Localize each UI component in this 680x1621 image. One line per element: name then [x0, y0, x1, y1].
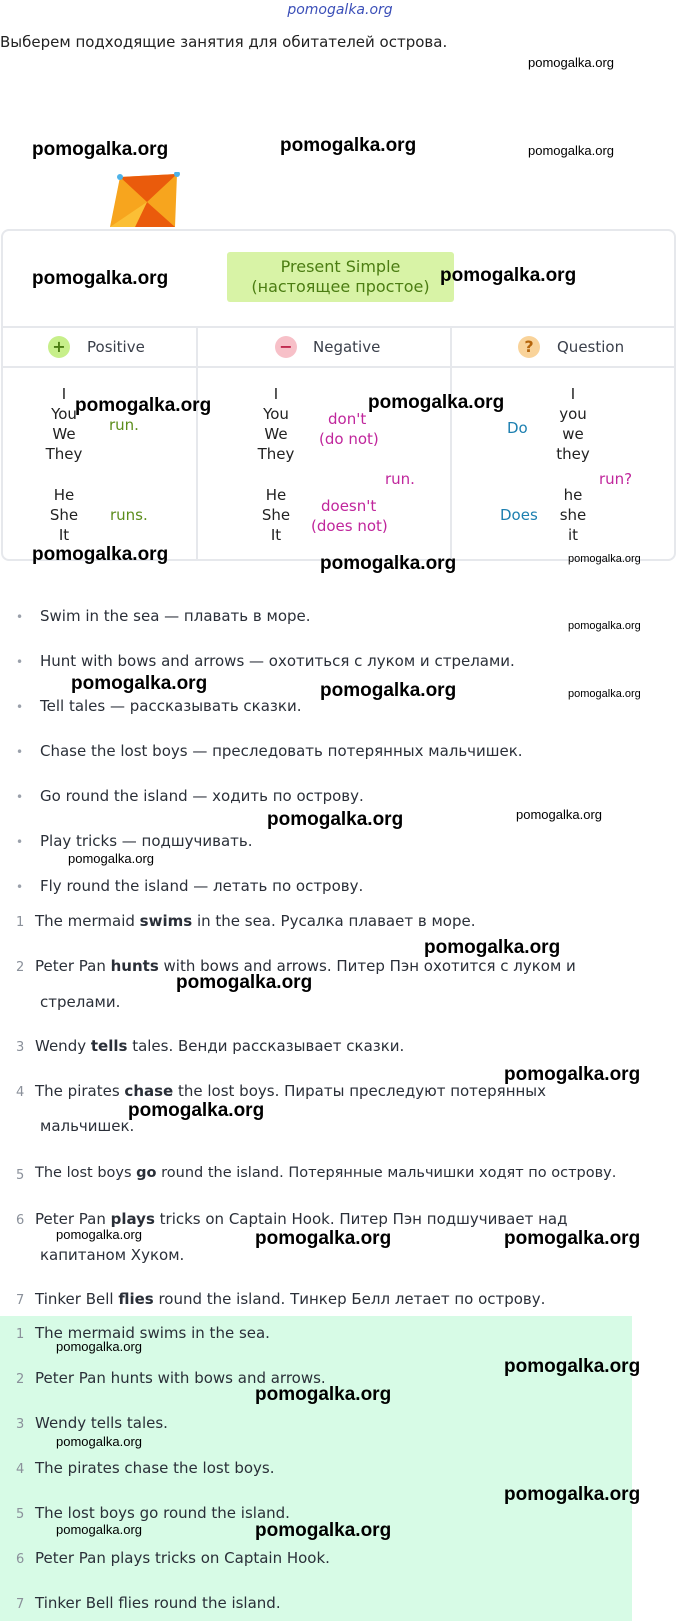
- pronoun: You: [51, 405, 77, 423]
- minus-icon: −: [275, 336, 297, 358]
- watermark: pomogalka.org: [568, 553, 641, 565]
- pronoun: they: [556, 445, 590, 463]
- sentence-verb: flies: [118, 1290, 154, 1308]
- sentence-verb: tells: [90, 1037, 128, 1055]
- item-number: 1: [16, 1327, 25, 1342]
- sentence-verb: plays: [110, 1210, 155, 1228]
- aux-does: Does: [500, 506, 538, 524]
- positive-pronouns-2: [34, 485, 94, 545]
- sentence-text: Peter Pan: [35, 957, 111, 975]
- watermark: pomogalka.org: [504, 1356, 641, 1377]
- watermark: pomogalka.org: [255, 1228, 392, 1249]
- sentence-text: Wendy: [35, 1037, 91, 1055]
- site-logo[interactable]: pomogalka.org: [287, 2, 393, 18]
- bullet-icon: •: [16, 745, 24, 759]
- pronoun: It: [58, 526, 70, 544]
- question-pronouns-1: [543, 384, 603, 464]
- answer-item: Tinker Bell flies round the island.: [35, 1594, 281, 1612]
- pronoun: I: [61, 385, 67, 403]
- table-title-ru: (настоящее простое): [251, 277, 430, 296]
- pronoun: He: [53, 486, 75, 504]
- item-number: 1: [16, 915, 25, 930]
- sentence-item: [35, 1210, 567, 1228]
- watermark: pomogalka.org: [56, 1227, 142, 1242]
- list-item: Play tricks — подшучивать.: [40, 832, 253, 850]
- answer-item: Peter Pan plays tricks on Captain Hook.: [35, 1549, 330, 1567]
- plus-icon: +: [48, 336, 70, 358]
- item-number: 5: [16, 1168, 25, 1183]
- watermark: pomogalka.org: [176, 972, 313, 993]
- watermark: pomogalka.org: [528, 143, 614, 158]
- sentence-text: round the island. Потерянные мальчишки ходят по острову.: [156, 1165, 617, 1181]
- item-number: 2: [16, 1372, 25, 1387]
- divider: [3, 366, 674, 368]
- item-number: 4: [16, 1085, 25, 1100]
- sentence-continuation: мальчишек.: [40, 1117, 135, 1135]
- item-number: 3: [16, 1417, 25, 1432]
- watermark: pomogalka.org: [504, 1228, 641, 1249]
- aux-do-not: (do not): [319, 430, 379, 448]
- watermark: pomogalka.org: [32, 544, 169, 565]
- question-pronouns-2: [543, 485, 603, 545]
- verb-run-question: run?: [599, 470, 633, 488]
- watermark: pomogalka.org: [128, 1100, 265, 1121]
- watermark: pomogalka.org: [32, 139, 169, 160]
- item-number: 7: [16, 1293, 25, 1308]
- column-positive: Positive: [87, 338, 145, 356]
- pronoun: We: [264, 425, 288, 443]
- verb-run: run.: [385, 470, 415, 488]
- sentence-verb: swims: [139, 912, 193, 930]
- aux-dont: don't: [328, 410, 367, 428]
- item-number: 7: [16, 1597, 25, 1612]
- sentence-text: Peter Pan: [35, 1210, 111, 1228]
- sentence-item: [35, 1165, 616, 1181]
- sentence-text: with bows and arrows. Питер Пэн охотится с луком и: [158, 957, 576, 975]
- answer-item: The mermaid swims in the sea.: [35, 1324, 270, 1342]
- pronoun: He: [265, 486, 287, 504]
- sentence-text: The pirates: [35, 1082, 125, 1100]
- watermark: pomogalka.org: [75, 395, 212, 416]
- watermark: pomogalka.org: [424, 937, 561, 958]
- watermark: pomogalka.org: [56, 1522, 142, 1537]
- watermark: pomogalka.org: [516, 807, 602, 822]
- bullet-icon: •: [16, 880, 24, 894]
- watermark: pomogalka.org: [56, 1339, 142, 1354]
- answer-item: Peter Pan hunts with bows and arrows.: [35, 1369, 326, 1387]
- negative-pronouns-2: [246, 485, 306, 545]
- question-icon: ?: [518, 336, 540, 358]
- list-item: Swim in the sea — плавать в море.: [40, 607, 311, 625]
- watermark: pomogalka.org: [504, 1064, 641, 1085]
- watermark: pomogalka.org: [32, 268, 169, 289]
- watermark: pomogalka.org: [440, 265, 577, 286]
- sentence-item: [35, 1082, 546, 1100]
- column-negative: Negative: [313, 338, 381, 356]
- item-number: 6: [16, 1213, 25, 1228]
- pronoun: I: [570, 385, 576, 403]
- sentence-text: tricks on Captain Hook. Питер Пэн подшучивает над: [154, 1210, 568, 1228]
- sentence-text: The lost boys: [35, 1165, 137, 1181]
- aux-doesnt: doesn't: [321, 497, 377, 515]
- watermark: pomogalka.org: [68, 851, 154, 866]
- sentence-text: the lost boys. Пираты преследуют потерянных: [173, 1082, 547, 1100]
- pronoun: I: [273, 385, 279, 403]
- table-title: [227, 252, 454, 302]
- sentence-item: [35, 1290, 545, 1308]
- intro-text: Выберем подходящие занятия для обитателей острова.: [0, 33, 448, 51]
- watermark: pomogalka.org: [320, 680, 457, 701]
- aux-do: Do: [507, 419, 528, 437]
- watermark: pomogalka.org: [504, 1484, 641, 1505]
- bullet-icon: •: [16, 655, 24, 669]
- watermark: pomogalka.org: [320, 553, 457, 574]
- watermark: pomogalka.org: [255, 1520, 392, 1541]
- watermark: pomogalka.org: [568, 620, 641, 632]
- pronoun: she: [559, 506, 587, 524]
- watermark: pomogalka.org: [368, 392, 505, 413]
- list-item: Chase the lost boys — преследовать потерянных мальчишек.: [40, 742, 523, 760]
- sentence-continuation: стрелами.: [40, 993, 121, 1011]
- pronoun: You: [263, 405, 289, 423]
- watermark: pomogalka.org: [56, 1434, 142, 1449]
- sentence-verb: go: [136, 1165, 157, 1181]
- divider: [3, 326, 674, 328]
- sentence-text: in the sea. Русалка плавает в море.: [192, 912, 476, 930]
- pronoun: They: [257, 445, 295, 463]
- answer-item: The pirates chase the lost boys.: [35, 1459, 275, 1477]
- watermark: pomogalka.org: [255, 1384, 392, 1405]
- pronoun: it: [567, 526, 579, 544]
- item-number: 6: [16, 1552, 25, 1567]
- watermark: pomogalka.org: [568, 688, 641, 700]
- pronoun: She: [49, 506, 79, 524]
- watermark: pomogalka.org: [280, 135, 417, 156]
- divider: [196, 327, 198, 559]
- pronoun: he: [563, 486, 583, 504]
- verb-runs: runs.: [110, 506, 148, 524]
- watermark: pomogalka.org: [267, 809, 404, 830]
- watermark: pomogalka.org: [71, 673, 208, 694]
- sentence-text: round the island. Тинкер Белл летает по острову.: [153, 1290, 546, 1308]
- item-number: 4: [16, 1462, 25, 1477]
- pronoun: They: [45, 445, 83, 463]
- sentence-verb: chase: [124, 1082, 174, 1100]
- pronoun: you: [559, 405, 587, 423]
- negative-pronouns-1: [246, 384, 306, 464]
- pronoun: It: [270, 526, 282, 544]
- pronoun: She: [261, 506, 291, 524]
- list-item: Tell tales — рассказывать сказки.: [40, 697, 302, 715]
- bullet-icon: •: [16, 790, 24, 804]
- list-item: Go round the island — ходить по острову.: [40, 787, 364, 805]
- item-number: 2: [16, 960, 25, 975]
- pronoun: we: [562, 425, 584, 443]
- sentence-item: [35, 1037, 404, 1055]
- sentence-item: [35, 912, 475, 930]
- bullet-icon: •: [16, 700, 24, 714]
- aux-does-not: (does not): [311, 517, 388, 535]
- sentence-verb: hunts: [110, 957, 159, 975]
- divider: [450, 327, 452, 559]
- sentence-text: The mermaid: [35, 912, 140, 930]
- sentence-continuation: капитаном Хуком.: [40, 1246, 185, 1264]
- verb-run: run.: [109, 416, 139, 434]
- item-number: 3: [16, 1040, 25, 1055]
- kite-illustration: [105, 172, 185, 232]
- sentence-text: tales. Венди рассказывает сказки.: [127, 1037, 405, 1055]
- pronoun: We: [52, 425, 76, 443]
- answer-item: The lost boys go round the island.: [35, 1504, 290, 1522]
- list-item: Fly round the island — летать по острову.: [40, 877, 364, 895]
- bullet-icon: •: [16, 835, 24, 849]
- watermark: pomogalka.org: [528, 55, 614, 70]
- sentence-text: Tinker Bell: [35, 1290, 119, 1308]
- bullet-icon: •: [16, 610, 24, 624]
- table-title-en: Present Simple: [280, 257, 401, 276]
- answer-item: Wendy tells tales.: [35, 1414, 168, 1432]
- item-number: 5: [16, 1507, 25, 1522]
- list-item: Hunt with bows and arrows — охотиться с луком и стрелами.: [40, 652, 515, 670]
- column-question: Question: [557, 338, 625, 356]
